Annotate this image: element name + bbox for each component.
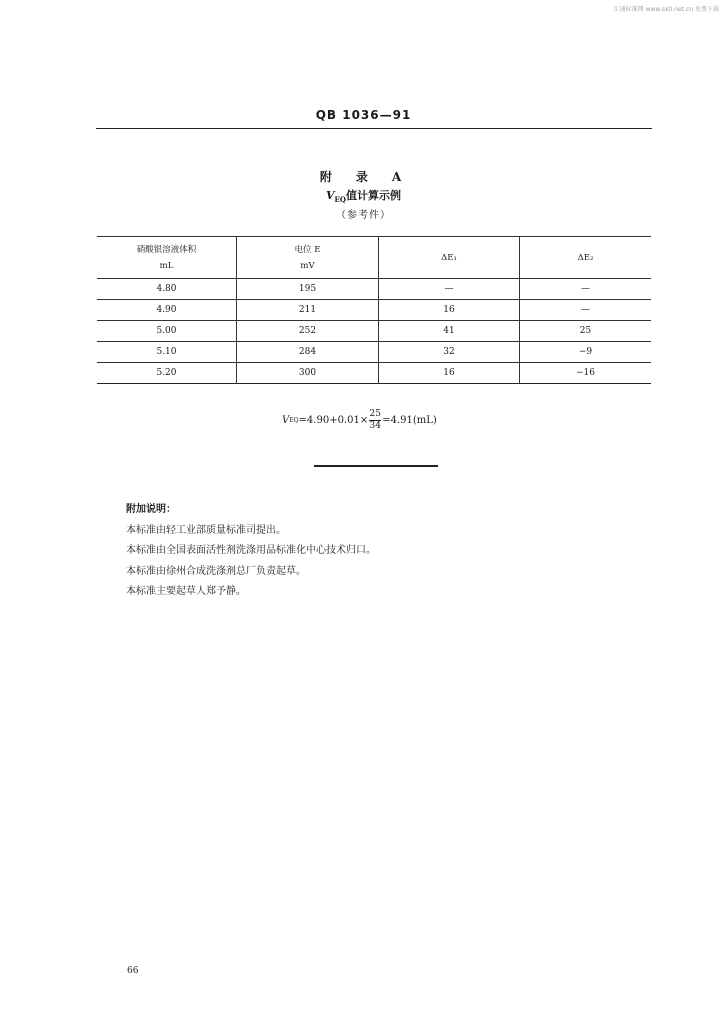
table-cell: 252 [237, 321, 379, 342]
header-unit: mV [300, 260, 315, 271]
end-rule [314, 465, 438, 467]
table-cell: −16 [520, 363, 652, 384]
notes-line: 本标准主要起草人郑予静。 [126, 586, 246, 597]
appendix-title: 附 录 A [319, 170, 408, 184]
table-cell: 300 [237, 363, 379, 384]
table-cell: 5.20 [97, 363, 237, 384]
table-cell: 4.80 [97, 279, 237, 300]
table-cell: 4.90 [97, 300, 237, 321]
appendix-note: （参考件） [336, 210, 391, 221]
table-cell: — [520, 279, 652, 300]
table-header-delta-e2 [520, 237, 652, 279]
header-text: 硝酸银溶液体积 [136, 244, 197, 255]
table-cell: 284 [237, 342, 379, 363]
table-cell: 16 [379, 363, 520, 384]
table-cell: 195 [237, 279, 379, 300]
data-table [97, 236, 651, 384]
standard-number: QB 1036—91 [315, 108, 412, 122]
watermark-text: 汇通标准网 www.sxti.net.cn 免费下载 [613, 6, 719, 13]
table-header-potential [237, 237, 379, 279]
table-cell: — [379, 279, 520, 300]
header-unit: mL [159, 260, 174, 271]
subtitle-subscript: EQ [334, 195, 346, 205]
fraction-numerator: 25 [369, 409, 381, 419]
notes-line: 本标准由全国表面活性剂洗涤用品标准化中心技术归口。 [126, 545, 376, 556]
table-row [97, 363, 651, 384]
table-cell: 5.00 [97, 321, 237, 342]
table-cell: — [520, 300, 652, 321]
table-cell: 16 [379, 300, 520, 321]
table-cell: 32 [379, 342, 520, 363]
notes-line: 本标准由轻工业部质量标准司提出。 [126, 524, 286, 536]
notes-line: 本标准由徐州合成洗涤剂总厂负责起草。 [126, 565, 306, 577]
formula-lhs: =4.90+0.01× [298, 415, 369, 426]
formula-subscript: EQ [289, 417, 299, 424]
page-number: 66 [127, 966, 139, 976]
table-row [97, 321, 651, 342]
table-header-row [97, 237, 651, 279]
subtitle-text: 值计算示例 [345, 189, 401, 202]
formula-fraction [369, 409, 381, 432]
header-text: ΔE₁ [441, 252, 457, 263]
table-row [97, 342, 651, 363]
table-cell: 25 [520, 321, 652, 342]
table-cell: 5.10 [97, 342, 237, 363]
table-cell: 41 [379, 321, 520, 342]
table-cell: 211 [237, 300, 379, 321]
fraction-denominator: 34 [369, 421, 381, 431]
header-text: 电位 E [294, 244, 321, 255]
additional-notes [126, 500, 376, 603]
header-rule [96, 128, 652, 129]
table-header-volume [97, 237, 237, 279]
notes-heading: 附加说明： [126, 504, 176, 515]
appendix-subtitle [0, 187, 727, 204]
subtitle-variable: V [326, 189, 335, 202]
table-row [97, 300, 651, 321]
veq-formula [282, 409, 437, 432]
formula-rhs: =4.91(mL) [382, 415, 437, 426]
table-cell: −9 [520, 342, 652, 363]
table-header-delta-e1 [379, 237, 520, 279]
table-row [97, 279, 651, 300]
formula-variable: V [282, 415, 290, 426]
header-text: ΔE₂ [577, 252, 594, 263]
